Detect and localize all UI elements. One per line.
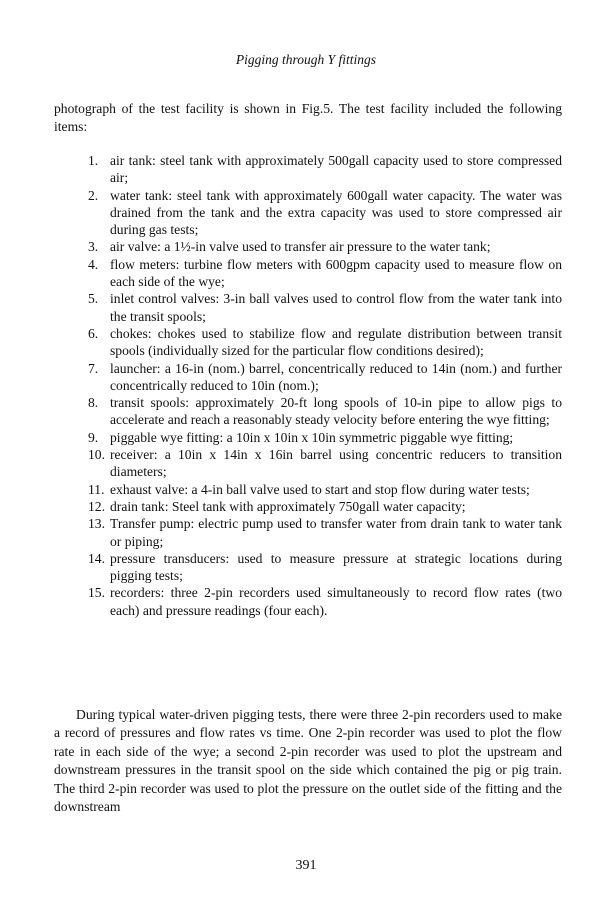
item-number: 2.: [88, 187, 99, 203]
list-item: [88, 256, 562, 291]
body-paragraph: During typical water-driven pigging tests, there were three 2-pin recorders used to make a record of pressures and flow rates vs time. One 2-pin recorder was used to plot the flow rate in each side of the wye; a second 2-pin recorder was used to plot the upstream and downstream pressures in the transit spool on the side which contained the pig or pig train. The third 2-pin recorder was used to plot the pressure on the outlet side of the fitting and the downstream: [54, 707, 562, 815]
item-text: chokes: chokes used to stabilize flow and regulate distribution between transit spools (individually sized for the particular flow conditions desired);: [110, 325, 562, 359]
list-item: [88, 187, 562, 239]
item-number: 12.: [88, 498, 105, 514]
item-text: air valve: a 1½-in valve used to transfer air pressure to the water tank;: [110, 239, 491, 255]
item-number: 10.: [88, 447, 105, 463]
item-number: 7.: [88, 360, 99, 376]
list-item: [88, 498, 562, 515]
item-text: piggable wye fitting: a 10in x 10in x 10in symmetric piggable wye fitting;: [110, 429, 514, 445]
item-number: 1.: [88, 153, 99, 168]
item-text: exhaust valve: a 4-in ball valve used to start and stop flow during water tests;: [110, 481, 530, 497]
item-text: inlet control valves: 3-in ball valves used to control flow from the water tank into the transit spools;: [110, 291, 562, 324]
item-number: 8.: [88, 395, 99, 411]
list-item: [88, 429, 562, 446]
list-item: [88, 550, 562, 585]
item-number: 3.: [88, 239, 99, 255]
list-item: [88, 515, 562, 550]
list-item: [88, 481, 562, 498]
item-text: air tank: steel tank with approximately 500gall capacity used to store compressed air;: [110, 153, 562, 186]
list-item: [88, 394, 562, 429]
item-number: 14.: [88, 550, 105, 566]
item-number: 6.: [88, 325, 99, 341]
running-head: Pigging through Y fittings: [235, 52, 377, 67]
list-item: [88, 360, 562, 395]
item-number: 15.: [88, 585, 105, 601]
page-number: 391: [295, 858, 317, 873]
list-item: [88, 238, 562, 255]
list-item: [88, 325, 562, 360]
item-number: 11.: [88, 481, 105, 497]
item-text: transit spools: approximately 20-ft long spools of 10-in pipe to allow pigs to accelerate and reach a reasonably steady velocity before entering the wye fitting;: [110, 395, 562, 428]
list-item: [88, 152, 562, 187]
item-text: receiver: a 10in x 14in x 16in barrel using concentric reducers to transition diameters;: [110, 447, 562, 480]
list-item: [88, 446, 562, 481]
equipment-list: [88, 152, 562, 619]
intro-paragraph: photograph of the test facility is shown in Fig.5. The test facility included the following items:: [54, 101, 562, 135]
item-text: Transfer pump: electric pump used to transfer water from drain tank to water tank or piping;: [110, 516, 562, 549]
item-number: 9.: [88, 429, 99, 445]
item-text: recorders: three 2-pin recorders used simultaneously to record flow rates (two each) and pressure readings (four each).: [110, 585, 562, 618]
item-number: 13.: [88, 516, 105, 532]
item-text: drain tank: Steel tank with approximately 750gall water capacity;: [110, 498, 466, 514]
list-item: [88, 584, 562, 619]
item-text: water tank: steel tank with approximately 600gall water capacity. The water was drained from the tank and the extra capacity was used to store compressed air during gas tests;: [110, 187, 562, 238]
item-text: pressure transducers: used to measure pressure at strategic locations during pigging tests;: [110, 550, 562, 584]
item-number: 5.: [88, 291, 99, 307]
item-text: launcher: a 16-in (nom.) barrel, concentrically reduced to 14in (nom.) and further concentrically reduced to 10in (nom.);: [110, 360, 562, 393]
list-item: [88, 290, 562, 325]
item-number: 4.: [88, 256, 99, 272]
item-text: flow meters: turbine flow meters with 600gpm capacity used to measure flow on each side of the wye;: [110, 256, 562, 290]
